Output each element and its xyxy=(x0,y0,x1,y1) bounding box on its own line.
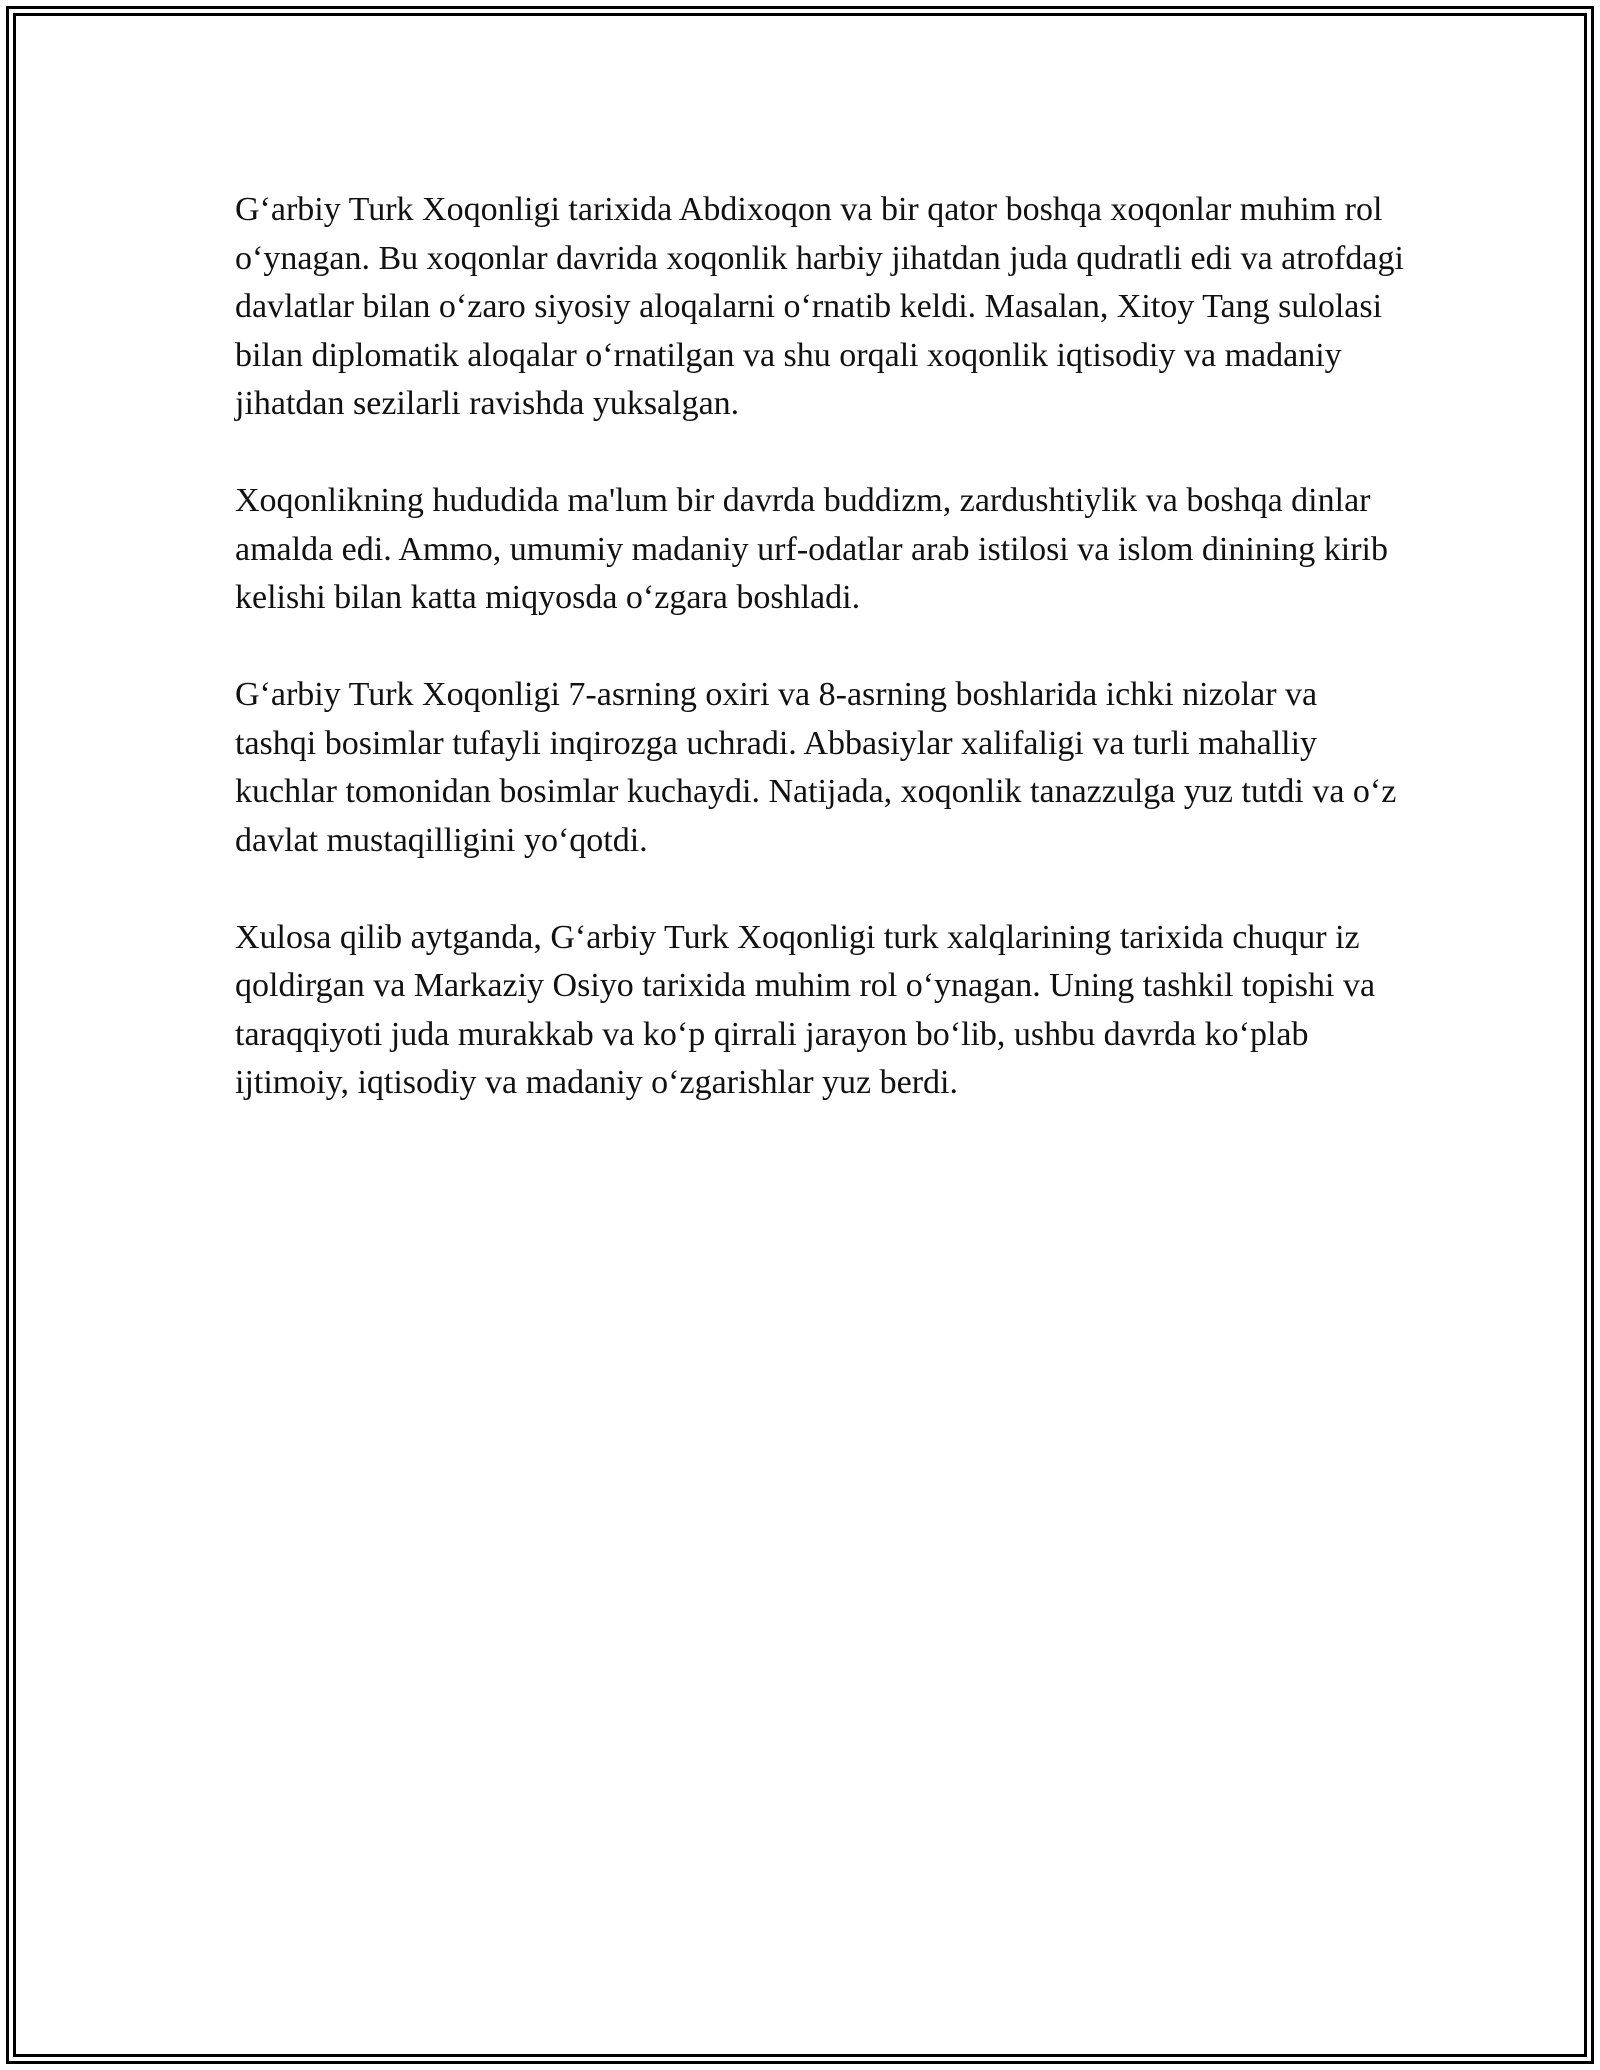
paragraph-4: Xulosa qilib aytganda, G‘arbiy Turk Xoqonligi turk xalqlarining tarixida chuqur iz qoldirgan va Markaziy Osiyo tarixida muhim rol o‘ynagan. Uning tashkil topishi va taraqqiyoti juda murakkab va ko‘p qirrali jarayon bo‘lib, ushbu davrda ko‘plab ijtimoiy, iqtisodiy va madaniy o‘zgarishlar yuz berdi. xyxy=(235,918,1376,1101)
document-body xyxy=(235,186,1405,1156)
paragraph-2: Xoqonlikning hududida ma'lum bir davrda buddizm, zardushtiylik va boshqa dinlar amalda edi. Ammo, umumiy madaniy urf-odatlar arab istilosi va islom dinining kirib kelishi bilan katta miqyosda o‘zgara boshladi. xyxy=(235,482,1388,616)
paragraph-3: G‘arbiy Turk Xoqonligi 7-asrning oxiri va 8-asrning boshlarida ichki nizolar va tashqi bosimlar tufayli inqirozga uchradi. Abbasiylar xalifaligi va turli mahalliy kuchlar tomonidan bosimlar kuchaydi. Natijada, xoqonlik tanazzulga yuz tutdi va o‘z davlat mustaqilligini yo‘qotdi. xyxy=(235,676,1397,859)
paragraph-1: G‘arbiy Turk Xoqonligi tarixida Abdixoqon va bir qator boshqa xoqonlar muhim rol o‘ynagan. Bu xoqonlar davrida xoqonlik harbiy jihatdan juda qudratli edi va atrofdagi davlatlar bilan o‘zaro siyosiy aloqalarni o‘rnatib keldi. Masalan, Xitoy Tang sulolasi bilan diplomatik aloqalar o‘rnatilgan va shu orqali xoqonlik iqtisodiy va madaniy jihatdan sezilarli ravishda yuksalgan. xyxy=(235,191,1404,422)
